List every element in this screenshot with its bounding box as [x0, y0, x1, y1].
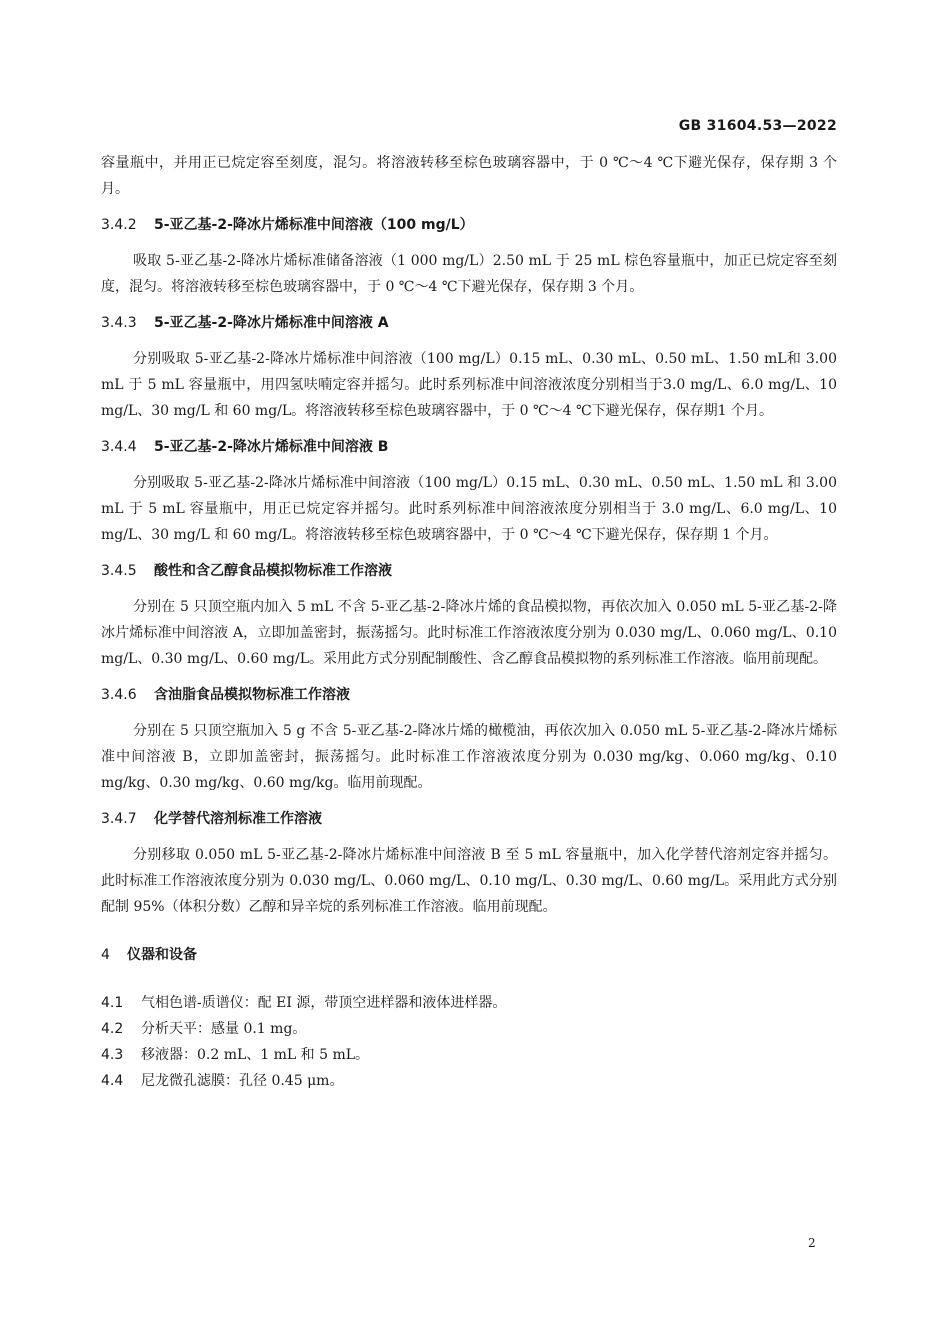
section-paragraph: 分别在 5 只顶空瓶加入 5 g 不含 5-亚乙基-2-降冰片烯的橄榄油，再依次加入 0.050 mL 5-亚乙基-2-降冰片烯标准中间溶液 B，立即加盖密封，振荡摇匀。此时标准工作溶液浓度分别为 0.030 mg/kg、0.060 mg/kg、0.10 mg/kg、0.30 mg/kg、0.60 mg/kg。临用前现配。: [101, 723, 837, 791]
item-text: 移液器：0.2 mL、1 mL 和 5 mL。: [141, 1047, 370, 1063]
section-paragraph: 分别在 5 只顶空瓶内加入 5 mL 不含 5-亚乙基-2-降冰片烯的食品模拟物，再依次加入 0.050 mL 5-亚乙基-2-降冰片烯标准中间溶液 A，立即加盖密封，振荡摇匀。此时标准工作溶液浓度分别为 0.030 mg/L、0.060 mg/L、0.10 mg/L、0.30 mg/L、0.60 mg/L。采用此方式分别配制酸性、含乙醇食品模拟物的系列标准工作溶液。临用前现配。: [101, 599, 837, 667]
chapter-heading: [101, 942, 837, 968]
section-title: 5-亚乙基-2-降冰片烯标准中间溶液 A: [154, 315, 389, 331]
page-number: 2: [808, 1236, 816, 1250]
item-number: 4.3: [101, 1047, 124, 1063]
section-paragraph: 分别移取 0.050 mL 5-亚乙基-2-降冰片烯标准中间溶液 B 至 5 mL 容量瓶中，加入化学替代溶剂定容并摇匀。此时标准工作溶液浓度分别为 0.030 mg/L、0.060 mg/L、0.10 mg/L、0.30 mg/L、0.60 mg/L。采用此方式分别配制 95%（体积分数）乙醇和异辛烷的系列标准工作溶液。临用前现配。: [101, 847, 837, 915]
continued-paragraph: 容量瓶中，并用正已烷定容至刻度，混匀。将溶液转移至棕色玻璃容器中，于 0 ℃～4 ℃下避光保存，保存期 3 个月。: [101, 155, 837, 197]
list-item: [101, 1016, 837, 1042]
section-heading: [101, 682, 837, 708]
item-text: 尼龙微孔滤膜：孔径 0.45 μm。: [141, 1073, 344, 1089]
section-title: 5-亚乙基-2-降冰片烯标准中间溶液（100 mg/L）: [154, 217, 474, 233]
section-number: 3.4.3: [101, 315, 137, 331]
item-number: 4.2: [101, 1021, 124, 1037]
section-3-4-7: [101, 806, 837, 920]
section-heading: [101, 806, 837, 832]
list-item: [101, 1042, 837, 1068]
section-heading: [101, 212, 837, 238]
section-paragraph: 分别吸取 5-亚乙基-2-降冰片烯标准中间溶液（100 mg/L）0.15 mL、0.30 mL、0.50 mL、1.50 mL 和 3.00 mL 于 5 mL 容量瓶中，用正已烷定容并摇匀。此时系列标准中间溶液浓度分别相当于 3.0 mg/L、6.0 mg/L、10 mg/L、30 mg/L 和 60 mg/L。将溶液转移至棕色玻璃容器中，于 0 ℃～4 ℃下避光保存，保存期 1 个月。: [101, 475, 837, 543]
document-body: [101, 150, 837, 1094]
standard-number: GB 31604.53—2022: [678, 118, 837, 134]
section-number: 3.4.2: [101, 217, 137, 233]
section-number: 3.4.4: [101, 439, 137, 455]
section-paragraph: 分别吸取 5-亚乙基-2-降冰片烯标准中间溶液（100 mg/L）0.15 mL、0.30 mL、0.50 mL、1.50 mL和 3.00 mL 于 5 mL 容量瓶中，用四氢呋喃定容并摇匀。此时系列标准中间溶液浓度分别相当于3.0 mg/L、6.0 mg/L、10 mg/L、30 mg/L 和 60 mg/L。将溶液转移至棕色玻璃容器中，于 0 ℃～4 ℃下避光保存，保存期1 个月。: [101, 351, 837, 419]
section-title: 化学替代溶剂标准工作溶液: [154, 811, 322, 827]
section-title: 5-亚乙基-2-降冰片烯标准中间溶液 B: [154, 439, 389, 455]
list-item: [101, 990, 837, 1016]
section-3-4-4: [101, 434, 837, 548]
section-number: 3.4.5: [101, 563, 137, 579]
section-3-4-2: [101, 212, 837, 300]
item-text: 分析天平：感量 0.1 mg。: [141, 1021, 307, 1037]
section-3-4-6: [101, 682, 837, 796]
section-number: 3.4.7: [101, 811, 137, 827]
list-item: [101, 1068, 837, 1094]
section-3-4-3: [101, 310, 837, 424]
section-number: 3.4.6: [101, 687, 137, 703]
section-paragraph: 吸取 5-亚乙基-2-降冰片烯标准储备溶液（1 000 mg/L）2.50 mL 于 25 mL 棕色容量瓶中，加正已烷定容至刻度，混匀。将溶液转移至棕色玻璃容器中，于 0 ℃～4 ℃下避光保存，保存期 3 个月。: [101, 253, 837, 295]
chapter-number: 4: [101, 947, 110, 963]
section-3-4-5: [101, 558, 837, 672]
section-heading: [101, 310, 837, 336]
section-title: 含油脂食品模拟物标准工作溶液: [154, 687, 350, 703]
section-title: 酸性和含乙醇食品模拟物标准工作溶液: [154, 563, 392, 579]
item-text: 气相色谱-质谱仪：配 EI 源，带顶空进样器和液体进样器。: [141, 995, 507, 1011]
section-heading: [101, 434, 837, 460]
section-heading: [101, 558, 837, 584]
equipment-list: [101, 990, 837, 1094]
item-number: 4.4: [101, 1073, 124, 1089]
item-number: 4.1: [101, 995, 124, 1011]
chapter-title: 仪器和设备: [127, 947, 197, 963]
